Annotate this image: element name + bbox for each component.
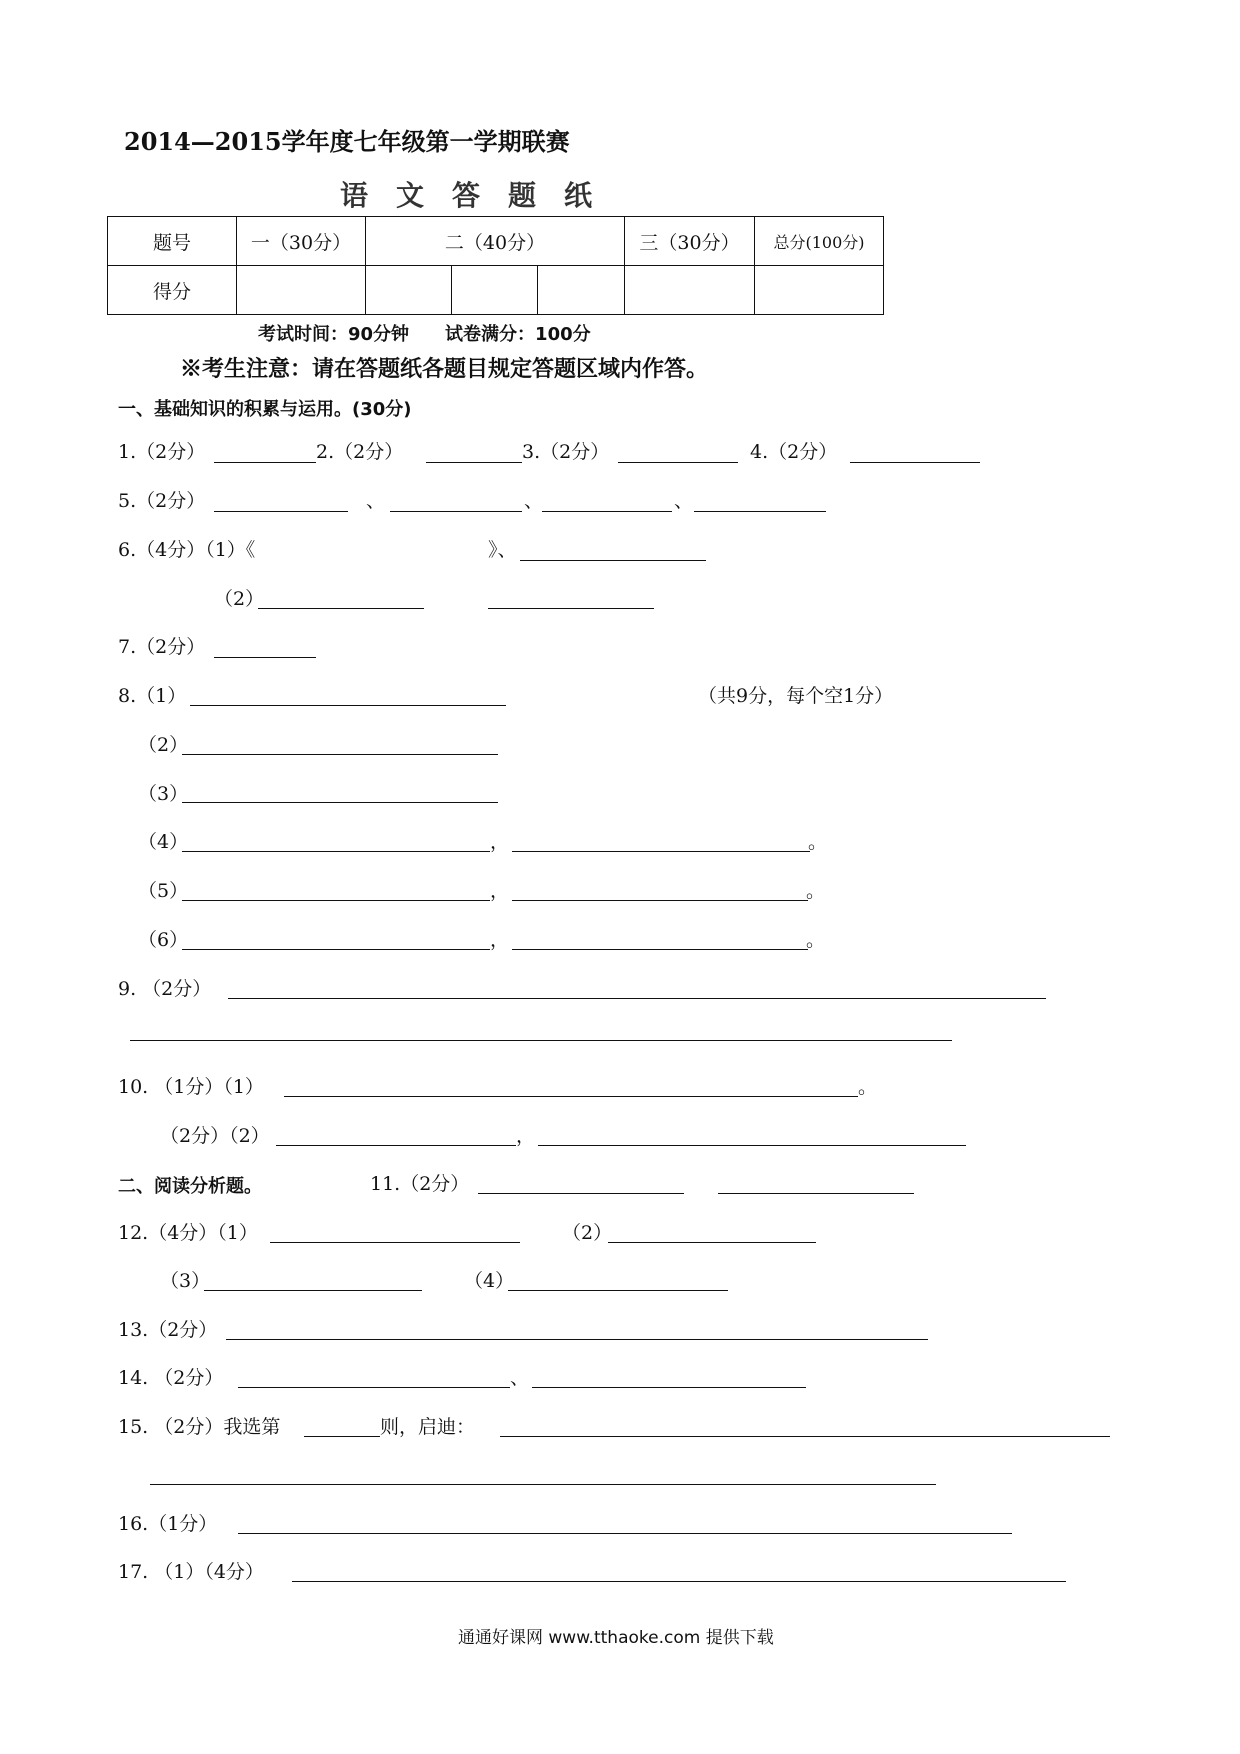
answer-line[interactable] [258, 608, 424, 609]
answer-line[interactable] [618, 462, 738, 463]
exam-info: 考试时间：90分钟 试卷满分：100分 [258, 324, 591, 345]
punctuation: 。 [858, 1076, 878, 1098]
answer-line[interactable] [270, 1242, 520, 1243]
table-row [108, 266, 884, 315]
answer-line[interactable] [182, 754, 498, 755]
answer-line[interactable] [214, 511, 348, 512]
table-cell: 一（30分） [237, 217, 366, 266]
answer-line[interactable] [478, 1193, 684, 1194]
table-cell: 总分(100分) [755, 217, 884, 266]
answer-line[interactable] [608, 1242, 816, 1243]
score-input-cell[interactable] [366, 266, 452, 315]
answer-line[interactable] [508, 1290, 728, 1291]
question-label: 16.（1分） [118, 1513, 218, 1535]
score-input-cell[interactable] [451, 266, 538, 315]
question-label: 15. （2分）我选第 [118, 1416, 281, 1438]
separator: 、 [524, 490, 544, 512]
book-title-close: 》、 [488, 539, 517, 561]
question-label: 6.（4分）（1）《 [118, 539, 256, 561]
punctuation: 。 [808, 831, 828, 853]
punctuation: ， [490, 880, 510, 902]
answer-line[interactable] [150, 1484, 936, 1485]
answer-line[interactable] [214, 657, 316, 658]
question-label: 1.（2分） [118, 441, 206, 463]
question-label: 9. （2分） [118, 978, 212, 1000]
separator: 、 [366, 490, 386, 512]
answer-line[interactable] [238, 1387, 510, 1388]
answer-line[interactable] [512, 949, 808, 950]
answer-line[interactable] [542, 511, 672, 512]
punctuation: ， [490, 831, 510, 853]
score-input-cell[interactable] [538, 266, 625, 315]
answer-line[interactable] [228, 998, 1046, 999]
notice: ※考生注意：请在答题纸各题目规定答题区域内作答。 [180, 356, 709, 382]
answer-line[interactable] [182, 802, 498, 803]
question-label: （4） [138, 831, 189, 853]
question-label: 10. （1分）（1） [118, 1076, 264, 1098]
answer-line[interactable] [276, 1145, 516, 1146]
answer-line[interactable] [292, 1581, 1066, 1582]
question-label: 7.（2分） [118, 636, 206, 658]
answer-line[interactable] [694, 511, 826, 512]
table-cell: 得分 [108, 266, 237, 315]
answer-line[interactable] [182, 949, 490, 950]
answer-line[interactable] [130, 1040, 952, 1041]
punctuation: 。 [806, 880, 826, 902]
punctuation: ， [490, 929, 510, 951]
question-label: （2） [562, 1222, 613, 1244]
answer-line[interactable] [204, 1290, 422, 1291]
punctuation: 。 [806, 929, 826, 951]
table-row [108, 217, 884, 266]
table-cell: 三（30分） [625, 217, 755, 266]
score-input-cell[interactable] [625, 266, 755, 315]
page-subtitle: 语文答题纸 [340, 179, 621, 212]
table-cell: 题号 [108, 217, 237, 266]
answer-line[interactable] [488, 608, 654, 609]
answer-line[interactable] [500, 1436, 1110, 1437]
question-label: （3） [138, 783, 189, 805]
question-label: （2） [214, 588, 265, 610]
answer-line[interactable] [512, 851, 810, 852]
answer-line[interactable] [190, 705, 506, 706]
answer-line[interactable] [304, 1436, 380, 1437]
question-label: 13.（2分） [118, 1319, 218, 1341]
section-heading: 二、阅读分析题。 [118, 1176, 262, 1197]
question-label: 12.（4分）（1） [118, 1222, 258, 1244]
question-label: （3） [160, 1270, 211, 1292]
answer-line[interactable] [520, 560, 706, 561]
section-heading: 一、基础知识的积累与运用。(30分) [118, 399, 412, 420]
answer-line[interactable] [214, 462, 316, 463]
answer-line[interactable] [538, 1145, 966, 1146]
question-label: 8.（1） [118, 685, 187, 707]
table-cell: 二（40分） [366, 217, 625, 266]
question-label: （6） [138, 929, 189, 951]
answer-line[interactable] [718, 1193, 914, 1194]
question-label: 3.（2分） [522, 441, 610, 463]
punctuation: ， [516, 1125, 536, 1147]
answer-line[interactable] [182, 851, 490, 852]
question-label: 17. （1）（4分） [118, 1561, 264, 1583]
page-title: 2014—2015学年度七年级第一学期联赛 [124, 127, 570, 156]
answer-line[interactable] [390, 511, 522, 512]
separator: 、 [674, 490, 694, 512]
score-input-cell[interactable] [237, 266, 366, 315]
question-label: （5） [138, 880, 189, 902]
question-label: 2.（2分） [316, 441, 404, 463]
question-label: 5.（2分） [118, 490, 206, 512]
question-label: （4） [464, 1270, 515, 1292]
answer-line[interactable] [182, 900, 490, 901]
question-label: 11.（2分） [370, 1173, 470, 1195]
answer-line[interactable] [850, 462, 980, 463]
score-note: （共9分，每个空1分） [698, 685, 894, 707]
question-label: （2分）（2） [160, 1125, 270, 1147]
score-input-cell[interactable] [755, 266, 884, 315]
answer-line[interactable] [238, 1533, 1012, 1534]
question-label: 则，启迪： [380, 1416, 476, 1438]
answer-line[interactable] [532, 1387, 806, 1388]
question-label: 4.（2分） [750, 441, 838, 463]
answer-line[interactable] [512, 900, 808, 901]
question-label: （2） [138, 734, 189, 756]
question-label: 14. （2分） [118, 1367, 224, 1389]
answer-line[interactable] [426, 462, 522, 463]
answer-line[interactable] [284, 1096, 858, 1097]
score-table [107, 216, 884, 315]
footer-text: 通通好课网 www.tthaoke.com 提供下载 [458, 1628, 774, 1648]
answer-line[interactable] [226, 1339, 928, 1340]
separator: 、 [510, 1367, 530, 1389]
